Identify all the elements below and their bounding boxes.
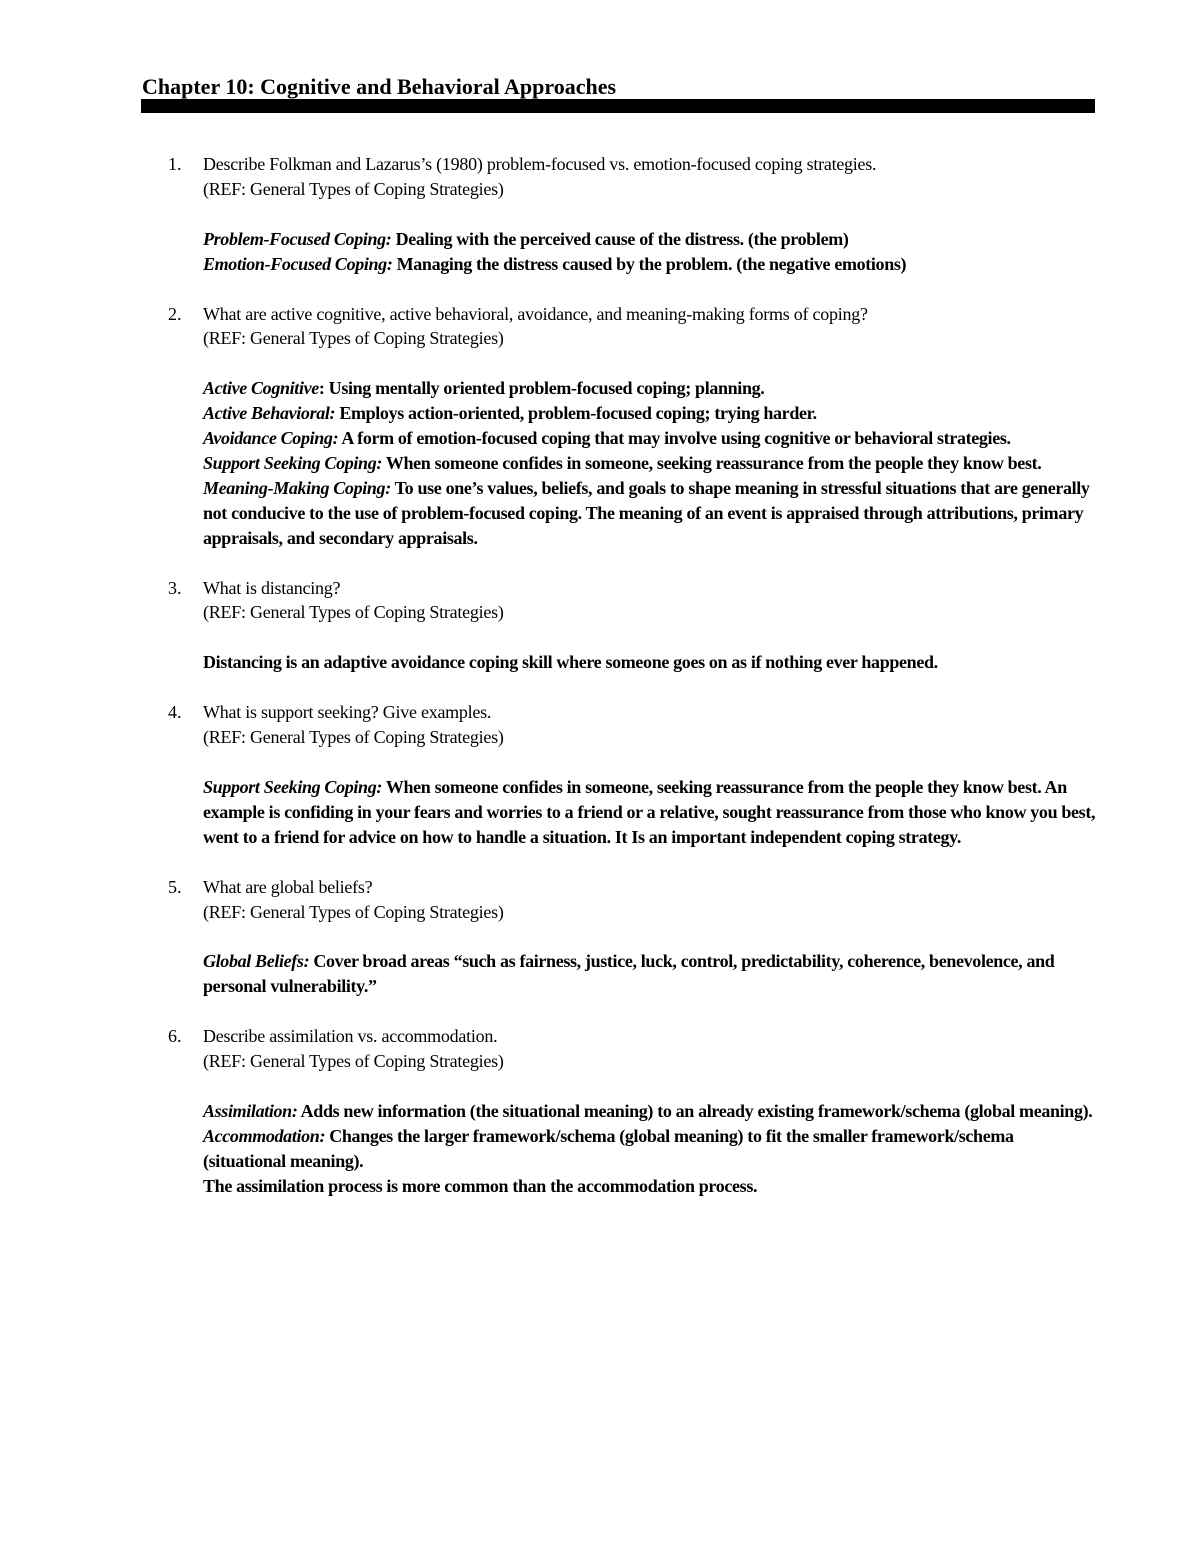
question-text: Describe Folkman and Lazarus’s (1980) problem-focused vs. emotion-focused coping strategies. [203, 154, 877, 174]
question-reference: (REF: General Types of Coping Strategies) [203, 1051, 504, 1072]
question-text: Describe assimilation vs. accommodation. [203, 1026, 498, 1047]
question-list [142, 152, 1097, 1223]
answer-line [203, 949, 1097, 999]
answer-block [203, 775, 1097, 850]
answer-line [203, 451, 1097, 476]
question-number: 5. [168, 876, 182, 897]
answer-text: Managing the distress caused by the problem. (the negative emotions) [392, 253, 907, 274]
answer-line [203, 1124, 1097, 1174]
question-reference: (REF: General Types of Coping Strategies) [203, 178, 504, 199]
answer-block [203, 949, 1097, 999]
question-reference: (REF: General Types of Coping Strategies) [203, 602, 504, 623]
question-reference: (REF: General Types of Coping Strategies) [203, 727, 504, 748]
answer-term: Active Cognitive [203, 378, 319, 399]
answer-text: When someone confides in someone, seeking reassurance from the people they know best. [382, 452, 1042, 473]
answer-line [203, 401, 1097, 426]
answer-text: To use one’s values, beliefs, and goals to shape meaning in stressful situations that are generally not conducive to the use of problem-focused coping. The meaning of an event is appraised through attributions, primary appraisals, and secondary appraisals. [203, 477, 1090, 548]
question-text: What are global beliefs? [203, 876, 373, 897]
answer-line [203, 227, 1097, 252]
answer-block [203, 1099, 1097, 1199]
question-text: What is distancing? [203, 577, 341, 598]
question-item-1 [142, 152, 1097, 277]
question-number: 6. [168, 1026, 182, 1047]
question-number: 3. [168, 577, 182, 598]
answer-text: Dealing with the perceived cause of the distress. (the problem) [391, 228, 849, 249]
answer-line [203, 252, 1097, 277]
answer-line [203, 775, 1097, 850]
answer-text: Distancing is an adaptive avoidance coping skill where someone goes on as if nothing ever happened. [203, 652, 938, 673]
answer-text: Changes the larger framework/schema (global meaning) to fit the smaller framework/schema (situational meaning). [203, 1125, 1014, 1171]
question-number: 1. [168, 154, 182, 174]
question-item-2 [142, 302, 1097, 551]
answer-text: A form of emotion-focused coping that may involve using cognitive or behavioral strategies. [338, 428, 1011, 449]
question-number: 2. [168, 303, 182, 324]
answer-term: Emotion-Focused Coping: [203, 253, 393, 274]
answer-block [203, 227, 1097, 277]
answer-line [203, 1174, 1097, 1199]
answer-text: Adds new information (the situational meaning) to an already existing framework/schema (global meaning). [297, 1100, 1093, 1121]
question-item-6 [142, 1024, 1097, 1198]
answer-line [203, 426, 1097, 451]
question-text: What are active cognitive, active behavioral, avoidance, and meaning-making forms of coping? [203, 303, 868, 324]
chapter-title: Chapter 10: Cognitive and Behavioral Approaches [142, 74, 617, 99]
question-number: 4. [168, 702, 182, 723]
answer-block [203, 650, 1097, 675]
question-item-4 [142, 700, 1097, 849]
answer-text: When someone confides in someone, seeking reassurance from the people they know best. An example is confiding in your fears and worries to a friend or a relative, sought reassurance from those who know you best, went to a friend for advice on how to handle a situation. It Is an important independent coping strategy. [203, 776, 1096, 847]
answer-term: Assimilation: [203, 1100, 298, 1121]
answer-term: Active Behavioral: [203, 403, 336, 424]
answer-term: Accommodation: [203, 1125, 326, 1146]
title-rule [141, 99, 1095, 113]
question-reference: (REF: General Types of Coping Strategies) [203, 328, 504, 349]
answer-term: Meaning-Making Coping: [203, 477, 391, 498]
question-text: What is support seeking? Give examples. [203, 702, 492, 723]
question-item-5 [142, 875, 1097, 1000]
answer-line [203, 1099, 1097, 1124]
answer-text: Cover broad areas “such as fairness, justice, luck, control, predictability, coherence, benevolence, and personal vulnerability.” [203, 951, 1055, 997]
answer-block [203, 376, 1097, 550]
question-reference: (REF: General Types of Coping Strategies) [203, 901, 504, 922]
answer-term: Support Seeking Coping: [203, 776, 382, 797]
answer-text: The assimilation process is more common than the accommodation process. [203, 1175, 758, 1196]
answer-line [203, 376, 1097, 401]
answer-line [203, 476, 1097, 551]
answer-text: : Using mentally oriented problem-focused coping; planning. [318, 378, 765, 399]
answer-term: Avoidance Coping: [203, 428, 339, 449]
answer-text: Employs action-oriented, problem-focused coping; trying harder. [335, 403, 817, 424]
answer-term: Support Seeking Coping: [203, 452, 382, 473]
answer-line [203, 650, 1097, 675]
question-item-3 [142, 576, 1097, 676]
answer-term: Problem-Focused Coping: [203, 228, 392, 249]
answer-term: Global Beliefs: [203, 951, 310, 972]
